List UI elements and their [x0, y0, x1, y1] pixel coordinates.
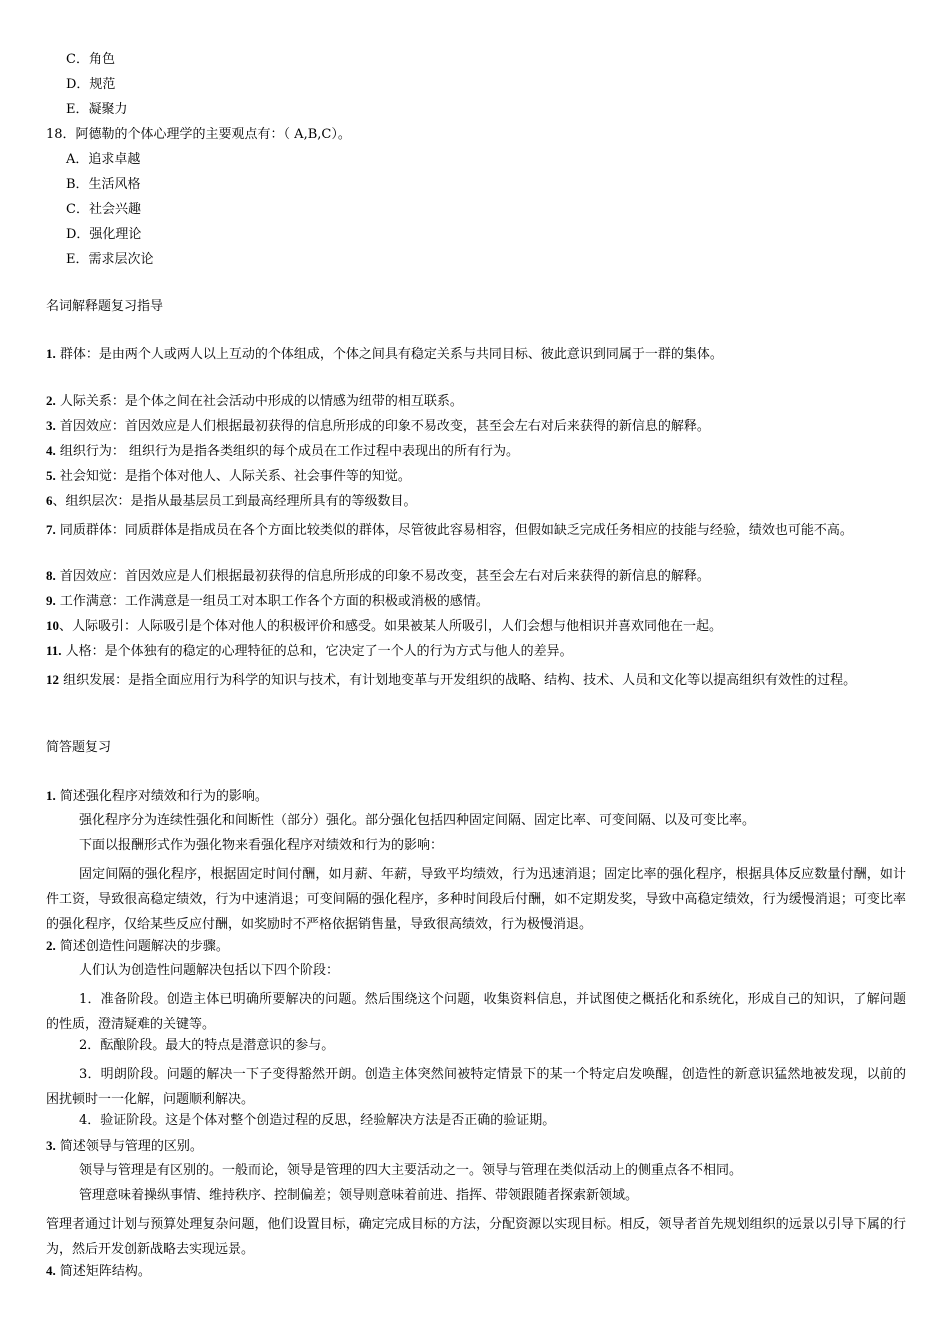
- term-text: 工作满意：工作满意是一组员工对本职工作各个方面的积极或消极的感情。: [55, 594, 489, 609]
- question-title: 简述强化程序对绩效和行为的影响。: [55, 789, 268, 804]
- term-number: 5.: [46, 468, 56, 483]
- term-item-10: [46, 617, 906, 636]
- term-text: 首因效应：首因效应是人们根据最初获得的信息所形成的印象不易改变，甚至会左右对后来获得的新信息的解释。: [55, 569, 710, 584]
- q17-option-d: D．规范: [66, 77, 116, 92]
- q3-paragraph-3: 管理者通过计划与预算处理复杂问题，他们设置目标，确定完成目标的方法，分配资源以实现目标。相反，领导者首先规划组织的远景以引导下属的行为，然后开发创新战略去实现远景。: [46, 1217, 906, 1257]
- term-text: 、人际吸引：人际吸引是个体对他人的积极评价和感受。如果被某人所吸引，人们会想与他相识并喜欢同他在一起。: [59, 619, 723, 634]
- short-answer-q1-title: [46, 787, 906, 806]
- term-text: 首因效应：首因效应是人们根据最初获得的信息所形成的印象不易改变，甚至会左右对后来获得的新信息的解释。: [55, 419, 710, 434]
- term-item-11: [46, 642, 906, 661]
- q2-stage-1: 1．准备阶段。创造主体已明确所要解决的问题。然后围绕这个问题，收集资料信息，并试图使之概括化和系统化，形成自己的知识，了解问题的性质，澄清疑难的关键等。: [46, 992, 906, 1032]
- question-number: 3.: [46, 1138, 56, 1153]
- q2-stage-2: 2．酝酿阶段。最大的特点是潜意识的参与。: [79, 1038, 335, 1053]
- term-item-7: [46, 517, 906, 543]
- q18-option-b: B．生活风格: [66, 177, 141, 192]
- short-answer-q3-title: [46, 1137, 906, 1156]
- short-answer-q2-title: [46, 937, 906, 956]
- term-number: 8.: [46, 568, 56, 583]
- term-number: 11.: [46, 643, 62, 658]
- q17-option-c: C．角色: [66, 52, 115, 67]
- term-text: 人际关系：是个体之间在社会活动中形成的以情感为纽带的相互联系。: [55, 394, 463, 409]
- term-number: 1.: [46, 346, 56, 361]
- term-item-9: [46, 592, 906, 611]
- term-item-4: [46, 442, 906, 461]
- terms-section-title: 名词解释题复习指导: [46, 299, 164, 314]
- term-text: 、组织层次：是指从最基层员工到最高经理所具有的等级数目。: [52, 494, 417, 509]
- term-text: 组织行为： 组织行为是指各类组织的每个成员在工作过程中表现出的所有行为。: [55, 444, 520, 459]
- short-answer-section-title: 简答题复习: [46, 740, 112, 755]
- q3-paragraph-1: 领导与管理是有区别的。一般而论，领导是管理的四大主要活动之一。领导与管理在类似活动上的侧重点各不相同。: [79, 1163, 743, 1178]
- term-text: 人格：是个体独有的稳定的心理特征的总和，它决定了一个人的行为方式与他人的差异。: [61, 644, 573, 659]
- q2-stage-4: 4．验证阶段。这是个体对整个创造过程的反思，经验解决方法是否正确的验证期。: [79, 1113, 556, 1128]
- term-text: 同质群体：同质群体是指成员在各个方面比较类似的群体，尽管彼此容易相容，但假如缺乏完成任务相应的技能与经验，绩效也可能不高。: [55, 523, 853, 538]
- term-number: 2.: [46, 393, 56, 408]
- term-number: 3.: [46, 418, 56, 433]
- term-text: 组织发展：是指全面应用行为科学的知识与技术，有计划地变革与开发组织的战略、结构、技术、人员和文化等以提高组织有效性的过程。: [59, 673, 857, 688]
- q2-intro: 人们认为创造性问题解决包括以下四个阶段：: [79, 963, 340, 978]
- question-title: 简述领导与管理的区别。: [55, 1139, 203, 1154]
- term-number: 9.: [46, 593, 56, 608]
- term-number: 12: [46, 672, 59, 687]
- term-number: 7.: [46, 522, 56, 537]
- q3-paragraph-2: 管理意味着操纵事情、维持秩序、控制偏差；领导则意味着前进、指挥、带领跟随者探索新领域。: [79, 1188, 639, 1203]
- term-item-5: [46, 467, 906, 486]
- q18-option-c: C．社会兴趣: [66, 202, 141, 217]
- term-item-6: [46, 492, 906, 511]
- term-text: 社会知觉：是指个体对他人、人际关系、社会事件等的知觉。: [55, 469, 411, 484]
- term-number: 4.: [46, 443, 56, 458]
- q18-option-a: A．追求卓越: [66, 152, 141, 167]
- term-text: 群体：是由两个人或两人以上互动的个体组成，个体之间具有稳定关系与共同目标、彼此意识到同属于一群的集体。: [55, 347, 723, 362]
- q1-paragraph-1: 强化程序分为连续性强化和间断性（部分）强化。部分强化包括四种固定间隔、固定比率、可变间隔、以及可变比率。: [79, 813, 756, 828]
- q1-paragraph-2: 下面以报酬形式作为强化物来看强化程序对绩效和行为的影响：: [79, 838, 444, 853]
- term-item-8: [46, 567, 906, 586]
- q17-option-e: E．凝聚力: [66, 102, 128, 117]
- question-title: 简述矩阵结构。: [55, 1264, 151, 1279]
- term-item-3: [46, 417, 906, 436]
- q2-stage-3: 3．明朗阶段。问题的解决一下子变得豁然开朗。创造主体突然间被特定情景下的某一个特定启发唤醒，创造性的新意识猛然地被发现，以前的困扰顿时一一化解，问题顺利解决。: [46, 1067, 906, 1107]
- term-number: 10: [46, 618, 59, 633]
- term-number: 6: [46, 493, 53, 508]
- term-item-1: [46, 345, 906, 364]
- short-answer-q4-title: [46, 1262, 906, 1281]
- question-title: 简述创造性问题解决的步骤。: [55, 939, 229, 954]
- q1-paragraph-3: 固定间隔的强化程序，根据固定时间付酬，如月薪、年薪，导致平均绩效，行为迅速消退；固定比率的强化程序，根据具体反应数量付酬，如计件工资，导致很高稳定绩效，行为中速消退；可变间隔的强化程序，多种时间段后付酬，如不定期发奖，导致中高稳定绩效，行为缓慢消退；可变比率的强化程序，仅给某些反应付酬，如奖励时不严格依据销售量，导致很高绩效，行为极慢消退。: [46, 867, 906, 932]
- question-number: 2.: [46, 938, 56, 953]
- q18-option-e: E．需求层次论: [66, 252, 154, 267]
- term-item-2: [46, 392, 906, 411]
- q18-option-d: D．强化理论: [66, 227, 142, 242]
- question-number: 1.: [46, 788, 56, 803]
- question-number: 4.: [46, 1263, 56, 1278]
- q18-stem: 18．阿德勒的个体心理学的主要观点有：（ A,B,C）。: [46, 127, 351, 142]
- term-item-12: [46, 667, 906, 693]
